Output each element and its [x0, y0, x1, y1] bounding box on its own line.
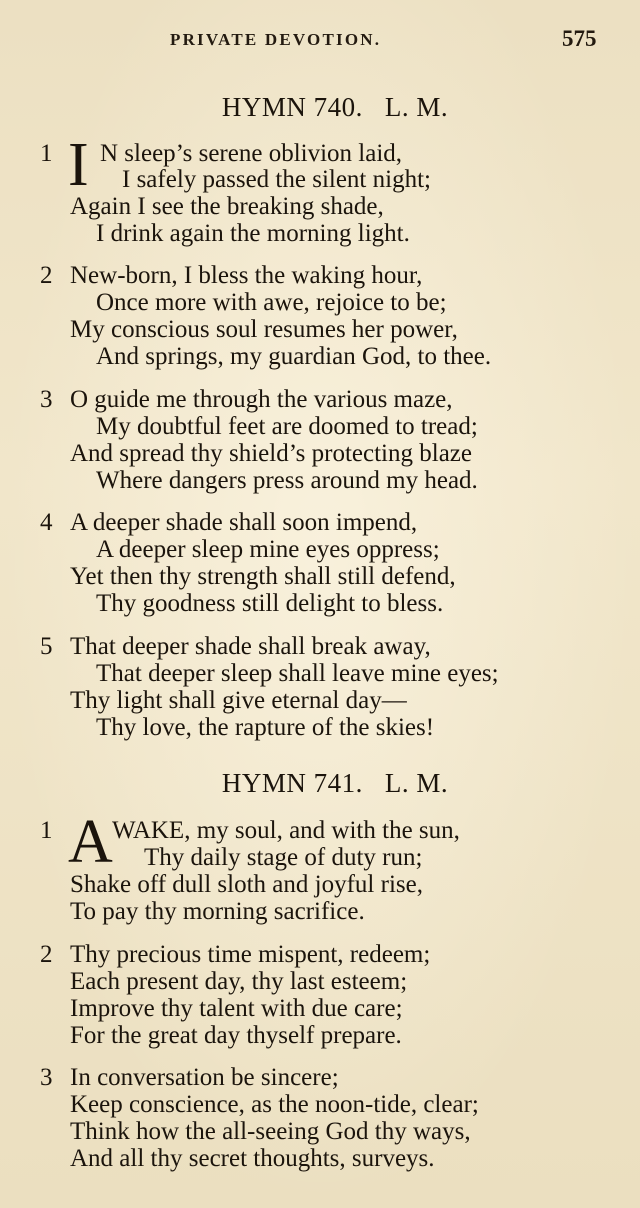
hymn-number: HYMN 741. [221, 768, 363, 798]
verse-line: And springs, my guardian God, to thee. [96, 343, 492, 370]
hymn-meter: L. M. [384, 92, 449, 122]
running-head: PRIVATE DEVOTION. [170, 30, 382, 49]
verse-line: New-born, I bless the waking hour, [70, 262, 423, 289]
verse-line: And all thy secret thoughts, surveys. [70, 1145, 435, 1172]
stanza-number: 1 [40, 817, 53, 844]
verse-line: Thy goodness still delight to bless. [96, 590, 444, 617]
verse-line: Keep conscience, as the noon-tide, clear; [70, 1091, 479, 1118]
verse-line: WAKE, my soul, and with the sun, [112, 817, 460, 844]
verse-line: In conversation be sincere; [70, 1064, 339, 1091]
hymn-title [0, 768, 640, 799]
verse-line: Think how the all-seeing God thy ways, [70, 1118, 471, 1145]
verse-line: I safely passed the silent night; [122, 166, 431, 193]
verse-line: For the great day thyself prepare. [70, 1022, 402, 1049]
verse-line: A deeper shade shall soon impend, [70, 509, 418, 536]
verse-line: Yet then thy strength shall still defend, [70, 563, 456, 590]
stanza-number: 5 [40, 633, 53, 660]
hymn-number: HYMN 740. [221, 92, 363, 122]
drop-cap: I [68, 131, 89, 199]
verse-line: Thy love, the rapture of the skies! [96, 714, 435, 741]
page-number: 575 [562, 26, 597, 51]
drop-cap: A [68, 808, 113, 876]
verse-line: Each present day, thy last esteem; [70, 968, 408, 995]
verse-line: Shake off dull sloth and joyful rise, [70, 871, 423, 898]
verse-line: Once more with awe, rejoice to be; [96, 289, 447, 316]
stanza-number: 4 [40, 509, 53, 536]
stanza-number: 3 [40, 1064, 53, 1091]
verse-line: My doubtful feet are doomed to tread; [96, 413, 478, 440]
stanza-number: 1 [40, 140, 53, 167]
verse-line: I drink again the morning light. [96, 220, 410, 247]
hymn-meter: L. M. [384, 768, 449, 798]
verse-line: Thy precious time mispent, redeem; [70, 941, 431, 968]
verse-line: N sleep’s serene oblivion laid, [100, 140, 403, 167]
verse-line: Thy light shall give eternal day— [70, 687, 407, 714]
stanza-number: 2 [40, 262, 53, 289]
verse-line: And spread thy shield’s protecting blaze [70, 440, 472, 467]
verse-line: Thy daily stage of duty run; [144, 844, 423, 871]
hymn-title [0, 92, 640, 123]
verse-line: Where dangers press around my head. [96, 467, 478, 494]
stanza-number: 3 [40, 386, 53, 413]
verse-line: Improve thy talent with due care; [70, 995, 403, 1022]
verse-line: My conscious soul resumes her power, [70, 316, 458, 343]
verse-line: O guide me through the various maze, [70, 386, 453, 413]
verse-line: A deeper sleep mine eyes oppress; [96, 536, 440, 563]
stanza-number: 2 [40, 941, 53, 968]
verse-line: To pay thy morning sacrifice. [70, 898, 365, 925]
verse-line: That deeper shade shall break away, [70, 633, 431, 660]
verse-line: That deeper sleep shall leave mine eyes; [96, 660, 499, 687]
verse-line: Again I see the breaking shade, [70, 193, 384, 220]
